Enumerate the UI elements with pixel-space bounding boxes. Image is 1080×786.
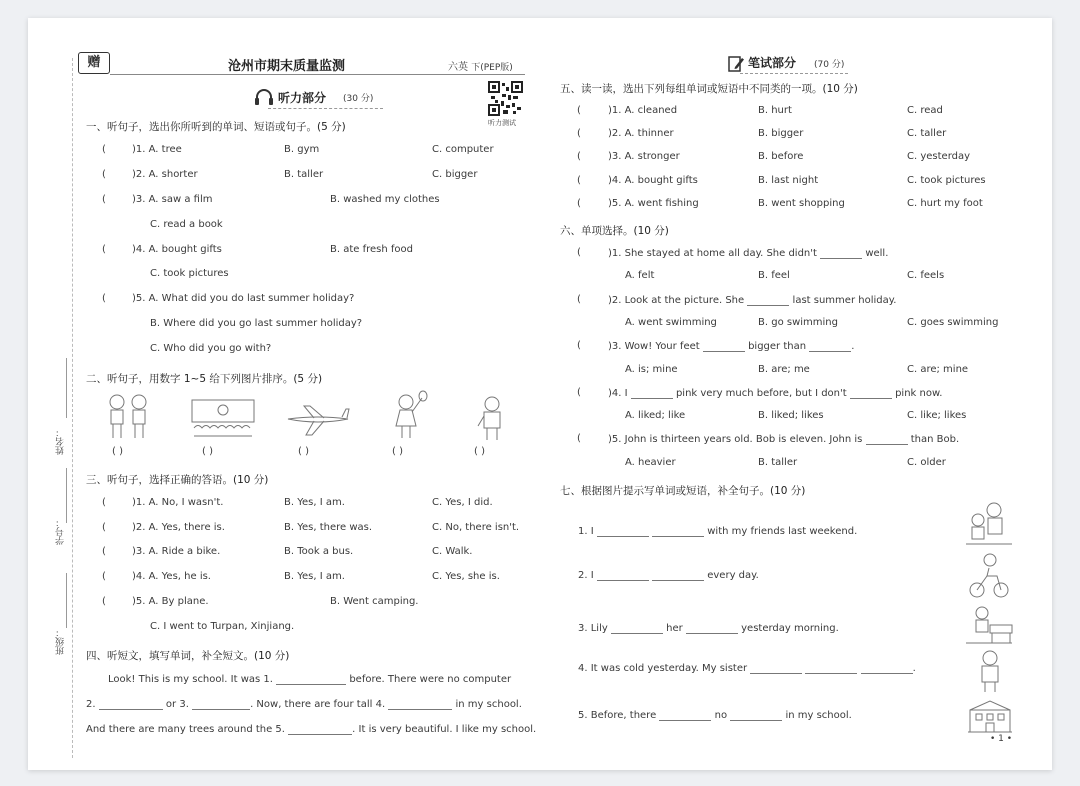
qr-code-icon[interactable] [488,81,523,116]
q7-sentence-2: 2. I every day. [578,570,759,581]
page-number: • 1 • [990,734,1013,744]
answer-bracket[interactable]: ( [102,522,106,533]
q1-item-3-c[interactable]: C. read a book [150,219,223,230]
pencil-note-icon [728,55,744,72]
q5-item-4-b[interactable]: B. last night [758,175,819,186]
q3-item-5-b[interactable]: B. Went camping. [330,596,419,607]
q6-item-2-c[interactable]: C. goes swimming [907,317,999,328]
listening-title: 听力部分 [278,91,327,105]
q7-blank[interactable] [686,622,738,634]
q1-item-4-a[interactable]: )4. A. bought gifts [132,244,222,255]
q6-item-5-a[interactable]: A. heavier [625,457,676,468]
q6-item-2-a[interactable]: A. went swimming [625,317,717,328]
header-rule [110,74,525,75]
q7-blank[interactable] [659,709,711,721]
q6-item-3-stem: )3. Wow! Your feet bigger than . [608,341,855,352]
q1-item-3-a[interactable]: )3. A. saw a film [132,194,213,205]
q2-bracket-2[interactable]: ( ) [202,446,213,457]
q5-title: 五、读一读，选出下列每组单词或短语中不同类的一项。(10 分) [560,83,858,95]
q7-blank[interactable] [805,662,857,674]
answer-bracket[interactable]: ( [577,105,581,116]
id-line [66,468,68,523]
q2-title: 二、听句子，用数字 1~5 给下列图片排序。(5 分) [86,373,323,385]
q3-item-4-a[interactable]: )4. A. Yes, he is. [132,571,211,582]
answer-bracket[interactable]: ( [577,198,581,209]
q3-item-2-a[interactable]: )2. A. Yes, there is. [132,522,225,533]
q5-item-4-c[interactable]: C. took pictures [907,175,986,186]
q2-bracket-3[interactable]: ( ) [298,446,309,457]
q5-item-3-a[interactable]: )3. A. stronger [608,151,680,162]
q2-bracket-5[interactable]: ( ) [474,446,485,457]
q6-item-2-stem: )2. Look at the picture. She last summer holiday. [608,295,897,306]
gift-logo: 赠 [78,52,110,74]
friends-picture [964,500,1014,548]
q5-item-5-a[interactable]: )5. A. went fishing [608,198,699,209]
q7-blank[interactable] [861,662,913,674]
answer-bracket[interactable]: ( [577,151,581,162]
airplane-picture [286,403,352,438]
answer-bracket[interactable]: ( [102,546,106,557]
hurt-boy-picture [474,394,510,442]
answer-bracket[interactable]: ( [102,571,106,582]
q6-blank[interactable] [866,433,908,445]
q6-item-1-a[interactable]: A. felt [625,270,655,281]
q6-item-3-a[interactable]: A. is; mine [625,364,678,375]
q3-item-3-a[interactable]: )3. A. Ride a bike. [132,546,221,557]
q5-item-3-b[interactable]: B. before [758,151,804,162]
answer-bracket[interactable]: ( [577,128,581,139]
q4-line-1: Look! This is my school. It was 1. before. There were no computer [108,674,512,685]
q2-bracket-4[interactable]: ( ) [392,446,403,457]
answer-bracket[interactable]: ( [577,175,581,186]
written-title: 笔试部分 [748,56,797,70]
q5-item-2-b[interactable]: B. bigger [758,128,804,139]
q7-blank[interactable] [597,569,649,581]
q6-item-2-b[interactable]: B. go swimming [758,317,838,328]
answer-bracket[interactable]: ( [102,169,106,180]
q7-blank[interactable] [597,525,649,537]
q6-blank[interactable] [850,387,892,399]
q3-item-3-c[interactable]: C. Walk. [432,546,473,557]
headphones-icon [254,88,274,106]
q7-blank[interactable] [750,662,802,674]
answer-bracket[interactable]: ( [577,340,581,351]
q7-blank[interactable] [730,709,782,721]
answer-bracket[interactable]: ( [577,294,581,305]
q4-blank-1[interactable] [276,673,346,685]
q3-title: 三、听句子，选择正确的答语。(10 分) [86,474,269,486]
q4-line-3: And there are many trees around the 5. . It is very beautiful. I like my school. [86,724,537,735]
q3-item-5-a[interactable]: )5. A. By plane. [132,596,209,607]
q6-item-4-c[interactable]: C. like; likes [907,410,967,421]
q4-blank-5[interactable] [288,723,352,735]
q3-item-4-c[interactable]: C. Yes, she is. [432,571,500,582]
q3-item-1-a[interactable]: )1. A. No, I wasn't. [132,497,224,508]
answer-bracket[interactable]: ( [102,293,106,304]
q6-item-4-b[interactable]: B. liked; likes [758,410,824,421]
answer-bracket[interactable]: ( [102,497,106,508]
answer-bracket[interactable]: ( [102,596,106,607]
q1-item-2-c[interactable]: C. bigger [432,169,478,180]
q6-item-4-stem: )4. I pink very much before, but I don't pink now. [608,388,943,399]
q4-blank-4[interactable] [388,698,452,710]
binding-line [72,58,73,758]
q1-item-4-b[interactable]: B. ate fresh food [330,244,413,255]
q1-item-3-b[interactable]: B. washed my clothes [330,194,440,205]
q5-item-5-c[interactable]: C. hurt my foot [907,198,983,209]
q1-item-2-b[interactable]: B. taller [284,169,324,180]
q5-item-1-b[interactable]: B. hurt [758,105,792,116]
q7-blank[interactable] [611,622,663,634]
q7-blank[interactable] [652,569,704,581]
q5-item-4-a[interactable]: )4. A. bought gifts [608,175,698,186]
grade-label: 六英 下(PEP版) [448,62,513,73]
answer-bracket[interactable]: ( [577,247,581,258]
answer-bracket[interactable]: ( [102,144,106,155]
q6-item-1-stem: )1. She stayed at home all day. She didn't well. [608,248,889,259]
piano-picture [962,603,1014,645]
answer-bracket[interactable]: ( [102,194,106,205]
q6-blank[interactable] [809,340,851,352]
exam-title: 沧州市期末质量监测 [228,59,346,74]
q5-item-1-c[interactable]: C. read [907,105,943,116]
q6-item-3-b[interactable]: B. are; me [758,364,810,375]
q1-item-4-c[interactable]: C. took pictures [150,268,229,279]
children-picture [103,393,153,441]
written-score: (70 分) [814,60,845,70]
q5-item-1-a[interactable]: )1. A. cleaned [608,105,678,116]
q6-title: 六、单项选择。(10 分) [560,225,669,237]
q3-item-2-c[interactable]: C. No, there isn't. [432,522,520,533]
q6-blank[interactable] [747,294,789,306]
name-label: 姓名： [56,428,66,455]
q7-sentence-1: 1. I with my friends last weekend. [578,526,858,537]
q3-item-1-b[interactable]: B. Yes, I am. [284,497,345,508]
q6-item-4-a[interactable]: A. liked; like [625,410,686,421]
q3-item-3-b[interactable]: B. Took a bus. [284,546,354,557]
q5-item-2-c[interactable]: C. taller [907,128,947,139]
q3-item-1-c[interactable]: C. Yes, I did. [432,497,493,508]
cycling-picture [968,552,1010,600]
class-line [66,573,68,628]
badminton-girl-picture [388,390,428,442]
q7-sentence-4: 4. It was cold yesterday. My sister . [578,663,916,674]
q4-blank-3[interactable] [192,698,250,710]
q4-title: 四、听短文，填写单词，补全短文。(10 分) [86,650,290,662]
answer-bracket[interactable]: ( [577,387,581,398]
answer-bracket[interactable]: ( [102,244,106,255]
q7-title: 七、根据图片提示写单词或短语，补全句子。(10 分) [560,485,806,497]
q6-blank[interactable] [820,247,862,259]
q3-item-2-b[interactable]: B. Yes, there was. [284,522,373,533]
q1-item-1-a[interactable]: )1. A. tree [132,144,182,155]
listening-score: (30 分) [343,94,374,104]
q4-blank-2[interactable] [99,698,163,710]
q3-item-5-c[interactable]: C. I went to Turpan, Xinjiang. [150,621,295,632]
q1-item-1-b[interactable]: B. gym [284,144,320,155]
name-line [66,358,68,418]
q1-item-5-a[interactable]: )5. A. What did you do last summer holiday? [132,293,355,304]
q6-blank[interactable] [631,387,673,399]
q7-sentence-3: 3. Lily her yesterday morning. [578,623,839,634]
id-label: 学号： [56,518,66,545]
q1-item-2-a[interactable]: )2. A. shorter [132,169,198,180]
q2-bracket-1[interactable]: ( ) [112,446,123,457]
class-label: 班级： [56,628,66,655]
q7-sentence-5: 5. Before, there no in my school. [578,710,852,721]
q6-item-1-c[interactable]: C. feels [907,270,945,281]
q1-item-5-b[interactable]: B. Where did you go last summer holiday? [150,318,363,329]
q6-item-5-b[interactable]: B. taller [758,457,798,468]
written-underline [740,73,848,74]
listening-underline [268,108,383,109]
sick-girl-picture [972,648,1008,694]
cinema-picture [190,398,256,438]
q6-item-1-b[interactable]: B. feel [758,270,790,281]
q1-item-1-c[interactable]: C. computer [432,144,494,155]
exam-paper [28,18,1052,770]
q7-blank[interactable] [652,525,704,537]
q5-item-2-a[interactable]: )2. A. thinner [608,128,674,139]
q6-item-5-c[interactable]: C. older [907,457,946,468]
qr-caption: 听力测试 [488,119,516,127]
q1-item-5-c[interactable]: C. Who did you go with? [150,343,272,354]
q6-blank[interactable] [703,340,745,352]
school-building-picture [966,698,1014,734]
q6-item-3-c[interactable]: C. are; mine [907,364,969,375]
q3-item-4-b[interactable]: B. Yes, I am. [284,571,345,582]
q1-title: 一、听句子，选出你所听到的单词、短语或句子。(5 分) [86,121,346,133]
q6-item-5-stem: )5. John is thirteen years old. Bob is eleven. John is than Bob. [608,434,960,445]
q4-line-2: 2. or 3. . Now, there are four tall 4. in my school. [86,699,522,710]
q5-item-5-b[interactable]: B. went shopping [758,198,845,209]
answer-bracket[interactable]: ( [577,433,581,444]
q5-item-3-c[interactable]: C. yesterday [907,151,971,162]
